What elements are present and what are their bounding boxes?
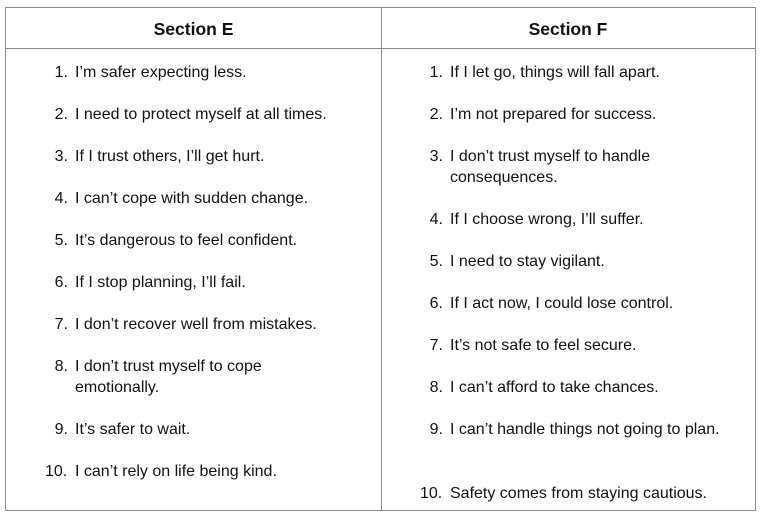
item-number: 9. xyxy=(429,421,443,438)
item-number: 3. xyxy=(429,148,443,165)
item-number: 10. xyxy=(45,463,68,480)
item-number: 6. xyxy=(54,274,68,291)
item-number: 1. xyxy=(54,64,68,81)
item-number: 6. xyxy=(429,295,443,312)
item-number: 8. xyxy=(429,379,443,396)
item-text: I can’t rely on life being kind. xyxy=(75,463,277,480)
item-text: If I let go, things will fall apart. xyxy=(450,64,660,81)
item-text: I’m safer expecting less. xyxy=(75,64,247,81)
section-e-heading: Section E xyxy=(153,19,234,39)
item-number: 3. xyxy=(54,148,68,165)
item-text: I don’t trust myself to handle consequences. xyxy=(450,148,651,186)
item-text: I’m not prepared for success. xyxy=(450,106,657,123)
item-text: I don’t trust myself to cope emotionally. xyxy=(75,358,262,396)
beliefs-table xyxy=(5,7,756,511)
item-number: 10. xyxy=(420,485,443,502)
item-number: 4. xyxy=(54,190,68,207)
item-number: 2. xyxy=(429,106,443,123)
item-number: 7. xyxy=(429,337,443,354)
section-f-heading: Section F xyxy=(528,19,608,39)
section-f-column xyxy=(381,8,755,510)
item-number: 4. xyxy=(429,211,443,228)
item-number: 1. xyxy=(429,64,443,81)
item-text: If I trust others, I’ll get hurt. xyxy=(75,148,265,165)
item-text: I need to stay vigilant. xyxy=(450,253,605,270)
item-text: If I stop planning, I’ll fail. xyxy=(75,274,246,291)
item-text: It’s dangerous to feel confident. xyxy=(75,232,298,249)
item-text: If I choose wrong, I’ll suffer. xyxy=(450,211,644,228)
item-text: If I act now, I could lose control. xyxy=(450,295,674,312)
item-text: I can’t afford to take chances. xyxy=(450,379,659,396)
item-text: I can’t handle things not going to plan. xyxy=(450,421,720,438)
item-number: 2. xyxy=(54,106,68,123)
item-text: I need to protect myself at all times. xyxy=(75,106,327,123)
item-text: It’s safer to wait. xyxy=(75,421,191,438)
item-number: 7. xyxy=(54,316,68,333)
item-number: 5. xyxy=(429,253,443,270)
item-text: I don’t recover well from mistakes. xyxy=(75,316,317,333)
item-number: 8. xyxy=(54,358,68,375)
item-number: 9. xyxy=(54,421,68,438)
item-text: I can’t cope with sudden change. xyxy=(75,190,309,207)
item-text: It’s not safe to feel secure. xyxy=(450,337,637,354)
item-number: 5. xyxy=(54,232,68,249)
section-e-column xyxy=(6,8,381,510)
item-text: Safety comes from staying cautious. xyxy=(450,485,707,502)
